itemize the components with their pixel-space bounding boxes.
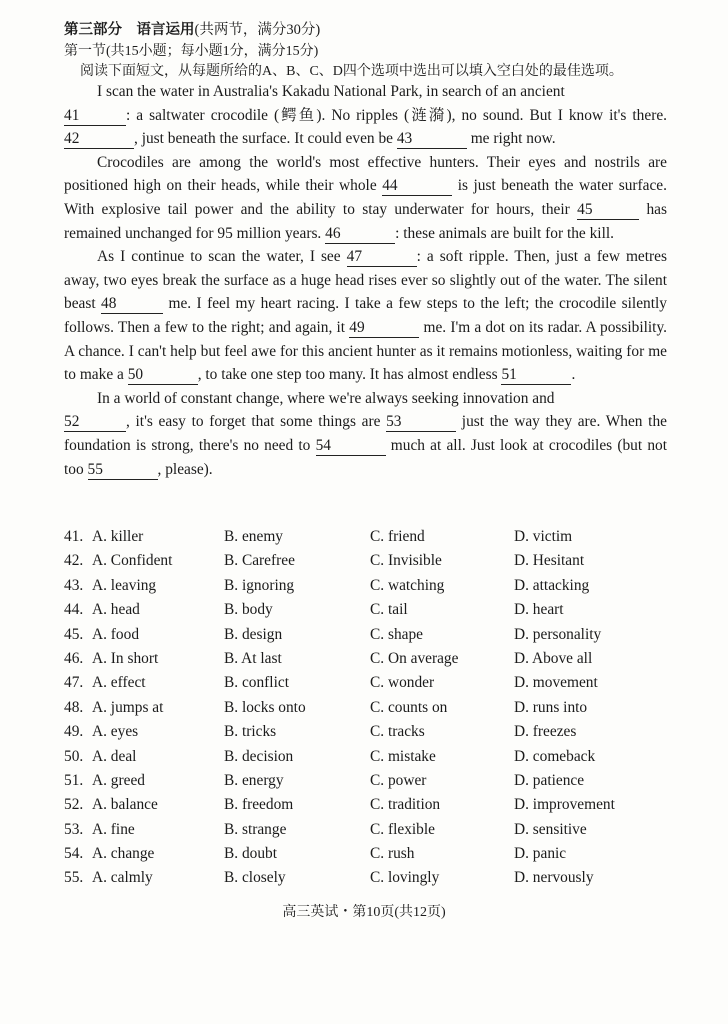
blank-44: 44	[382, 176, 452, 196]
question-number: 53.	[64, 820, 84, 838]
blank-51: 51	[501, 365, 571, 385]
option-b: B. strange	[224, 820, 287, 838]
blank-47: 47	[347, 247, 417, 267]
paragraph-2	[64, 151, 667, 245]
option-c: C. shape	[370, 625, 424, 643]
passage-text: , just beneath the surface. It could even be	[134, 130, 393, 148]
paragraph-4	[64, 387, 667, 481]
passage-text: I scan the water in Australia's Kakadu National Park, in search of an ancient	[97, 83, 565, 100]
question-number: 51.	[64, 771, 84, 789]
option-c: C. tracks	[370, 723, 425, 741]
option-b: B. decision	[224, 747, 294, 765]
passage-text: In a world of constant change, where we're always seeking innovation and	[97, 389, 555, 407]
blank-49: 49	[349, 318, 419, 338]
blank-46: 46	[325, 224, 395, 244]
passage-text: , it's easy to forget that some things are	[126, 413, 381, 431]
option-b: B. doubt	[224, 845, 278, 863]
option-b: B. freedom	[224, 796, 294, 814]
passage-text: me right now.	[470, 130, 556, 148]
option-c: C. flexible	[370, 820, 435, 838]
option-a: A. Confident	[92, 552, 173, 570]
option-c: C. counts on	[370, 698, 448, 716]
option-c: C. wonder	[370, 674, 435, 692]
option-d: D. Above all	[514, 649, 593, 667]
question-number: 52.	[64, 796, 84, 814]
option-a: A. head	[92, 601, 140, 619]
passage-text: : a soft ripple. Then, just a few metres away, two eyes break the surface as a huge head rises ever so slightly out of the water. The silent beast	[64, 248, 667, 313]
option-c: C. rush	[370, 845, 415, 863]
passage-text: me. I'm a dot on its radar. A possibility. A chance. I can't help but feel awe for this ancient hunter as it remains motionless, waiting for me to make a	[64, 318, 667, 384]
instructions: 阅读下面短文，从每题所给的A、B、C、D四个选项中选出可以填入空白处的最佳选项。	[80, 64, 623, 79]
question-number: 47.	[64, 674, 84, 692]
passage-text: Crocodiles are among the world's most effective hunters. Their eyes and nostrils are positioned high on their heads, while their whole	[64, 153, 667, 195]
blank-41: 41	[64, 106, 126, 126]
option-d: D. attacking	[514, 576, 590, 594]
option-a: A. effect	[92, 674, 146, 692]
option-b: B. energy	[224, 771, 284, 789]
option-a: A. jumps at	[92, 698, 164, 716]
option-a: A. greed	[92, 771, 145, 789]
question-number: 42.	[64, 552, 84, 570]
question-number: 49.	[64, 723, 84, 741]
option-d: D. comeback	[514, 747, 596, 765]
blank-54: 54	[316, 436, 386, 456]
passage-text: , to take one step too many. It has almost endless	[197, 366, 498, 384]
blank-52: 52	[64, 412, 126, 432]
option-a: A. balance	[92, 796, 158, 814]
option-c: C. tail	[370, 601, 408, 619]
passage-text: As I continue to scan the water, I see	[97, 248, 341, 266]
blank-50: 50	[128, 365, 198, 385]
passage-text: .	[571, 366, 576, 384]
option-a: A. fine	[92, 820, 135, 838]
option-b: B. ignoring	[224, 576, 295, 594]
option-b: B. At last	[224, 649, 282, 667]
option-b: B. tricks	[224, 723, 277, 741]
question-number: 46.	[64, 649, 84, 667]
option-c: C. lovingly	[370, 869, 440, 887]
option-a: A. eyes	[92, 723, 139, 741]
passage-text: : a saltwater crocodile (鳄鱼). No ripples (涟漪), no sound. But I know it's there.	[126, 106, 667, 124]
option-d: D. movement	[514, 674, 598, 692]
option-a: A. In short	[92, 649, 159, 667]
option-d: D. patience	[514, 771, 585, 789]
option-b: B. locks onto	[224, 698, 306, 716]
option-d: D. freezes	[514, 723, 577, 741]
option-c: C. power	[370, 771, 427, 789]
question-number: 50.	[64, 747, 84, 765]
option-a: A. killer	[92, 528, 144, 545]
option-c: C. friend	[370, 528, 425, 545]
paragraph-1	[64, 80, 667, 151]
subsection-header: 第一节(共15小题；每小题1分，满分15分)	[64, 44, 319, 59]
passage-text: me. I feel my heart racing. I take a few steps to the left; the crocodile silently follows. Then a few to the right; and again, it	[64, 295, 667, 336]
option-d: D. heart	[514, 601, 564, 619]
question-number: 41.	[64, 528, 84, 545]
passage-text: much at all. Just look at crocodiles (but not too	[64, 436, 667, 478]
section-title: 第三部分 语言运用	[64, 22, 195, 38]
blank-42: 42	[64, 129, 134, 149]
passage-text: just the way they are. When the foundation is strong, there's no need to	[64, 413, 667, 454]
passage-text: : these animals are built for the kill.	[395, 224, 614, 242]
section-header	[64, 18, 320, 39]
blank-43: 43	[397, 129, 467, 149]
question-number: 45.	[64, 625, 84, 643]
option-d: D. panic	[514, 845, 567, 863]
question-number: 43.	[64, 576, 84, 594]
option-b: B. closely	[224, 869, 286, 887]
option-b: B. body	[224, 601, 273, 619]
passage-text: is just beneath the water surface. With explosive tail power and the ability to stay underwater for hours, their	[64, 177, 667, 218]
option-d: D. personality	[514, 625, 602, 643]
section-title-note: (共两节，满分30分)	[194, 22, 321, 38]
question-number: 54.	[64, 845, 84, 863]
option-c: C. watching	[370, 576, 445, 594]
option-b: B. design	[224, 625, 283, 643]
option-a: A. leaving	[92, 576, 157, 594]
option-c: C. Invisible	[370, 552, 442, 570]
blank-53: 53	[386, 412, 456, 432]
page-footer: 高三英试・第10页(共12页)	[282, 905, 446, 920]
option-c: C. tradition	[370, 796, 441, 814]
option-d: D. improvement	[514, 796, 615, 814]
paragraph-3	[64, 245, 667, 387]
option-d: D. runs into	[514, 698, 588, 716]
option-a: A. food	[92, 625, 140, 643]
option-a: A. deal	[92, 747, 137, 765]
option-a: A. calmly	[92, 869, 153, 887]
option-d: D. victim	[514, 528, 573, 545]
option-b: B. Carefree	[224, 552, 295, 570]
option-a: A. change	[92, 845, 155, 863]
blank-55: 55	[88, 460, 158, 480]
option-d: D. sensitive	[514, 820, 587, 838]
option-d: D. Hesitant	[514, 552, 585, 570]
option-d: D. nervously	[514, 869, 594, 887]
question-number: 55.	[64, 869, 84, 887]
option-b: B. enemy	[224, 528, 283, 545]
blank-48: 48	[101, 294, 163, 314]
cloze-passage	[64, 80, 667, 481]
passage-text: has remained unchanged for 95 million years.	[64, 200, 667, 242]
question-number: 48.	[64, 698, 84, 716]
option-b: B. conflict	[224, 674, 289, 692]
option-c: C. mistake	[370, 747, 436, 765]
blank-45: 45	[577, 200, 639, 220]
question-number: 44.	[64, 601, 84, 619]
passage-text: , please).	[157, 460, 213, 478]
option-c: C. On average	[370, 649, 459, 667]
